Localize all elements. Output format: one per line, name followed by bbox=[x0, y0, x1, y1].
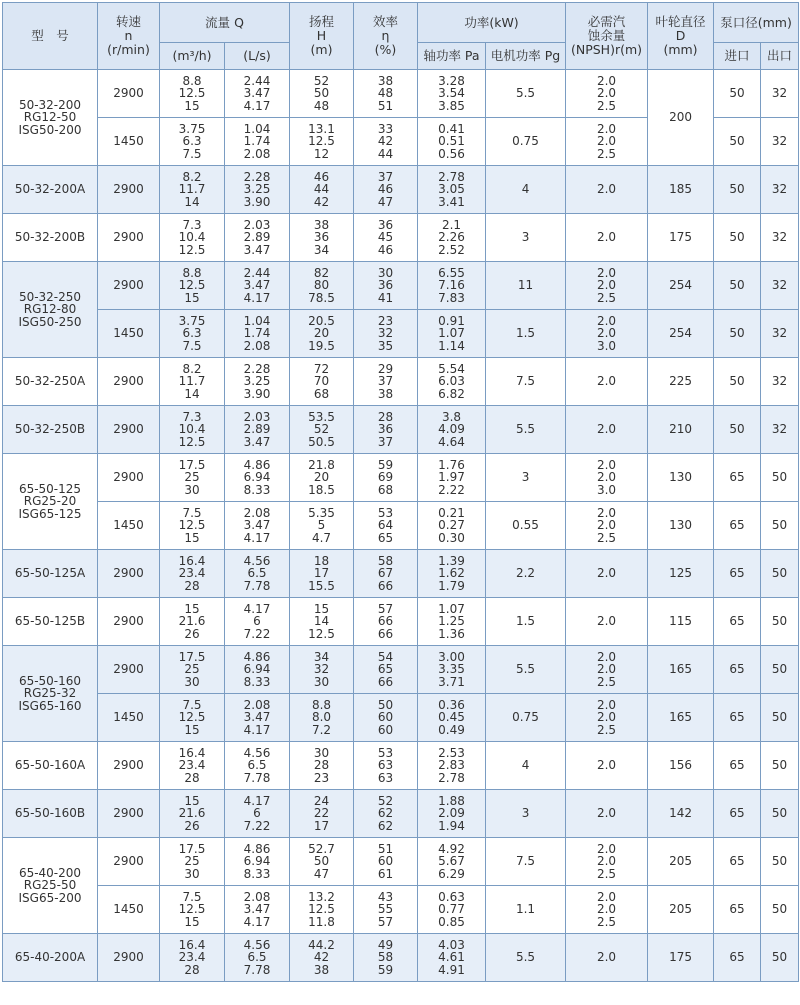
cell-motor-power: 7.5 bbox=[486, 358, 566, 406]
cell-model: 50-32-250B bbox=[3, 406, 98, 454]
cell-shaft-power: 0.21 0.27 0.30 bbox=[418, 502, 486, 550]
cell-efficiency: 53 63 63 bbox=[354, 742, 418, 790]
cell-shaft-power: 2.78 3.05 3.41 bbox=[418, 166, 486, 214]
cell-shaft-power: 1.39 1.62 1.79 bbox=[418, 550, 486, 598]
cell-flow-ls: 2.28 3.25 3.90 bbox=[225, 358, 290, 406]
cell-shaft-power: 0.41 0.51 0.56 bbox=[418, 118, 486, 166]
cell-inlet: 65 bbox=[714, 742, 761, 790]
cell-motor-power: 3 bbox=[486, 214, 566, 262]
cell-outlet: 50 bbox=[761, 838, 799, 886]
cell-npsh: 2.0 bbox=[566, 166, 648, 214]
cell-efficiency: 37 46 47 bbox=[354, 166, 418, 214]
cell-inlet: 65 bbox=[714, 790, 761, 838]
header-inlet: 进口 bbox=[714, 43, 761, 70]
cell-efficiency: 29 37 38 bbox=[354, 358, 418, 406]
header-flow-m3h: (m³/h) bbox=[160, 43, 225, 70]
cell-flow-ls: 2.08 3.47 4.17 bbox=[225, 502, 290, 550]
cell-flow-m3h: 8.2 11.7 14 bbox=[160, 166, 225, 214]
table-body bbox=[3, 70, 799, 982]
cell-head: 8.8 8.0 7.2 bbox=[290, 694, 354, 742]
table-row bbox=[3, 310, 799, 358]
cell-inlet: 65 bbox=[714, 502, 761, 550]
cell-npsh: 2.0 2.0 2.5 bbox=[566, 262, 648, 310]
cell-npsh: 2.0 bbox=[566, 598, 648, 646]
cell-inlet: 65 bbox=[714, 694, 761, 742]
cell-inlet: 65 bbox=[714, 934, 761, 982]
cell-speed: 2900 bbox=[98, 598, 160, 646]
cell-head: 46 44 42 bbox=[290, 166, 354, 214]
cell-flow-m3h: 16.4 23.4 28 bbox=[160, 742, 225, 790]
cell-speed: 2900 bbox=[98, 790, 160, 838]
cell-flow-ls: 2.44 3.47 4.17 bbox=[225, 70, 290, 118]
cell-head: 21.8 20 18.5 bbox=[290, 454, 354, 502]
cell-flow-m3h: 16.4 23.4 28 bbox=[160, 550, 225, 598]
cell-motor-power: 3 bbox=[486, 454, 566, 502]
table-row bbox=[3, 598, 799, 646]
cell-motor-power: 7.5 bbox=[486, 838, 566, 886]
table-row bbox=[3, 790, 799, 838]
table-row bbox=[3, 262, 799, 310]
cell-inlet: 65 bbox=[714, 454, 761, 502]
cell-npsh: 2.0 bbox=[566, 550, 648, 598]
header-model: 型 号 bbox=[3, 3, 98, 70]
header-port-diameter: 泵口径(mm) bbox=[714, 3, 799, 43]
cell-efficiency: 50 60 60 bbox=[354, 694, 418, 742]
cell-speed: 2900 bbox=[98, 166, 160, 214]
cell-impeller-diameter: 225 bbox=[648, 358, 714, 406]
cell-motor-power: 4 bbox=[486, 166, 566, 214]
cell-efficiency: 28 36 37 bbox=[354, 406, 418, 454]
header-flow-ls: (L/s) bbox=[225, 43, 290, 70]
pump-spec-table bbox=[2, 2, 799, 982]
cell-speed: 2900 bbox=[98, 214, 160, 262]
cell-speed: 1450 bbox=[98, 886, 160, 934]
cell-flow-ls: 4.17 6 7.22 bbox=[225, 598, 290, 646]
cell-efficiency: 53 64 65 bbox=[354, 502, 418, 550]
cell-efficiency: 59 69 68 bbox=[354, 454, 418, 502]
cell-impeller-diameter: 130 bbox=[648, 454, 714, 502]
cell-efficiency: 49 58 59 bbox=[354, 934, 418, 982]
cell-head: 52 50 48 bbox=[290, 70, 354, 118]
cell-outlet: 32 bbox=[761, 214, 799, 262]
cell-flow-m3h: 8.8 12.5 15 bbox=[160, 262, 225, 310]
cell-head: 24 22 17 bbox=[290, 790, 354, 838]
cell-shaft-power: 0.36 0.45 0.49 bbox=[418, 694, 486, 742]
cell-outlet: 50 bbox=[761, 502, 799, 550]
cell-model: 50-32-250A bbox=[3, 358, 98, 406]
cell-shaft-power: 0.91 1.07 1.14 bbox=[418, 310, 486, 358]
cell-speed: 2900 bbox=[98, 550, 160, 598]
cell-efficiency: 54 65 66 bbox=[354, 646, 418, 694]
cell-outlet: 50 bbox=[761, 646, 799, 694]
cell-impeller-diameter: 175 bbox=[648, 934, 714, 982]
cell-efficiency: 36 45 46 bbox=[354, 214, 418, 262]
cell-head: 30 28 23 bbox=[290, 742, 354, 790]
cell-model: 50-32-200 RG12-50 ISG50-200 bbox=[3, 70, 98, 166]
cell-npsh: 2.0 2.0 2.5 bbox=[566, 118, 648, 166]
table-row bbox=[3, 646, 799, 694]
cell-motor-power: 5.5 bbox=[486, 70, 566, 118]
cell-motor-power: 3 bbox=[486, 790, 566, 838]
header-power: 功率(kW) bbox=[418, 3, 566, 43]
cell-shaft-power: 1.76 1.97 2.22 bbox=[418, 454, 486, 502]
cell-flow-m3h: 17.5 25 30 bbox=[160, 454, 225, 502]
header-speed: 转速 n (r/min) bbox=[98, 3, 160, 70]
table-row bbox=[3, 742, 799, 790]
cell-impeller-diameter: 125 bbox=[648, 550, 714, 598]
cell-speed: 2900 bbox=[98, 358, 160, 406]
cell-flow-m3h: 3.75 6.3 7.5 bbox=[160, 310, 225, 358]
cell-motor-power: 5.5 bbox=[486, 646, 566, 694]
cell-head: 20.5 20 19.5 bbox=[290, 310, 354, 358]
cell-flow-m3h: 7.5 12.5 15 bbox=[160, 694, 225, 742]
cell-flow-ls: 2.03 2.89 3.47 bbox=[225, 214, 290, 262]
cell-motor-power: 5.5 bbox=[486, 934, 566, 982]
cell-model: 65-50-125 RG25-20 ISG65-125 bbox=[3, 454, 98, 550]
cell-motor-power: 2.2 bbox=[486, 550, 566, 598]
cell-flow-ls: 2.44 3.47 4.17 bbox=[225, 262, 290, 310]
cell-motor-power: 0.55 bbox=[486, 502, 566, 550]
cell-inlet: 65 bbox=[714, 886, 761, 934]
cell-flow-ls: 4.86 6.94 8.33 bbox=[225, 646, 290, 694]
cell-outlet: 32 bbox=[761, 166, 799, 214]
cell-model: 65-50-160A bbox=[3, 742, 98, 790]
cell-head: 13.1 12.5 12 bbox=[290, 118, 354, 166]
cell-flow-ls: 4.56 6.5 7.78 bbox=[225, 934, 290, 982]
cell-speed: 2900 bbox=[98, 742, 160, 790]
cell-inlet: 50 bbox=[714, 214, 761, 262]
cell-npsh: 2.0 2.0 2.5 bbox=[566, 502, 648, 550]
cell-flow-ls: 2.08 3.47 4.17 bbox=[225, 694, 290, 742]
cell-outlet: 32 bbox=[761, 406, 799, 454]
cell-efficiency: 38 48 51 bbox=[354, 70, 418, 118]
cell-speed: 1450 bbox=[98, 502, 160, 550]
cell-head: 44.2 42 38 bbox=[290, 934, 354, 982]
cell-shaft-power: 3.00 3.35 3.71 bbox=[418, 646, 486, 694]
cell-npsh: 2.0 2.0 2.5 bbox=[566, 694, 648, 742]
cell-efficiency: 58 67 66 bbox=[354, 550, 418, 598]
cell-flow-m3h: 3.75 6.3 7.5 bbox=[160, 118, 225, 166]
cell-model: 65-50-125B bbox=[3, 598, 98, 646]
cell-efficiency: 51 60 61 bbox=[354, 838, 418, 886]
cell-shaft-power: 1.07 1.25 1.36 bbox=[418, 598, 486, 646]
cell-impeller-diameter: 200 bbox=[648, 70, 714, 166]
cell-npsh: 2.0 2.0 2.5 bbox=[566, 886, 648, 934]
cell-outlet: 32 bbox=[761, 262, 799, 310]
cell-head: 5.35 5 4.7 bbox=[290, 502, 354, 550]
cell-motor-power: 11 bbox=[486, 262, 566, 310]
cell-speed: 2900 bbox=[98, 454, 160, 502]
header-npsh: 必需汽 蚀余量 (NPSH)r(m) bbox=[566, 3, 648, 70]
cell-speed: 2900 bbox=[98, 70, 160, 118]
cell-head: 18 17 15.5 bbox=[290, 550, 354, 598]
cell-shaft-power: 5.54 6.03 6.82 bbox=[418, 358, 486, 406]
cell-shaft-power: 0.63 0.77 0.85 bbox=[418, 886, 486, 934]
cell-outlet: 32 bbox=[761, 70, 799, 118]
header-shaft-power: 轴功率 Pa bbox=[418, 43, 486, 70]
cell-flow-ls: 4.56 6.5 7.78 bbox=[225, 550, 290, 598]
table-header bbox=[3, 3, 799, 70]
cell-flow-ls: 4.86 6.94 8.33 bbox=[225, 454, 290, 502]
cell-impeller-diameter: 254 bbox=[648, 310, 714, 358]
cell-npsh: 2.0 bbox=[566, 358, 648, 406]
cell-shaft-power: 6.55 7.16 7.83 bbox=[418, 262, 486, 310]
cell-inlet: 65 bbox=[714, 646, 761, 694]
cell-head: 34 32 30 bbox=[290, 646, 354, 694]
cell-model: 50-32-200B bbox=[3, 214, 98, 262]
cell-efficiency: 23 32 35 bbox=[354, 310, 418, 358]
cell-flow-m3h: 7.5 12.5 15 bbox=[160, 502, 225, 550]
cell-flow-m3h: 7.3 10.4 12.5 bbox=[160, 406, 225, 454]
cell-head: 53.5 52 50.5 bbox=[290, 406, 354, 454]
cell-impeller-diameter: 142 bbox=[648, 790, 714, 838]
cell-shaft-power: 3.8 4.09 4.64 bbox=[418, 406, 486, 454]
cell-speed: 2900 bbox=[98, 838, 160, 886]
cell-model: 65-50-125A bbox=[3, 550, 98, 598]
cell-speed: 2900 bbox=[98, 646, 160, 694]
cell-motor-power: 1.5 bbox=[486, 598, 566, 646]
table-row bbox=[3, 166, 799, 214]
cell-shaft-power: 4.92 5.67 6.29 bbox=[418, 838, 486, 886]
cell-impeller-diameter: 205 bbox=[648, 838, 714, 886]
cell-head: 38 36 34 bbox=[290, 214, 354, 262]
table-row bbox=[3, 550, 799, 598]
cell-outlet: 50 bbox=[761, 550, 799, 598]
cell-inlet: 50 bbox=[714, 70, 761, 118]
cell-model: 65-40-200 RG25-50 ISG65-200 bbox=[3, 838, 98, 934]
cell-inlet: 65 bbox=[714, 550, 761, 598]
cell-flow-m3h: 15 21.6 26 bbox=[160, 598, 225, 646]
table-row bbox=[3, 454, 799, 502]
table-row bbox=[3, 934, 799, 982]
cell-model: 50-32-250 RG12-80 ISG50-250 bbox=[3, 262, 98, 358]
cell-head: 15 14 12.5 bbox=[290, 598, 354, 646]
cell-head: 52.7 50 47 bbox=[290, 838, 354, 886]
cell-npsh: 2.0 bbox=[566, 790, 648, 838]
cell-flow-m3h: 17.5 25 30 bbox=[160, 838, 225, 886]
table-row bbox=[3, 838, 799, 886]
cell-impeller-diameter: 175 bbox=[648, 214, 714, 262]
cell-impeller-diameter: 165 bbox=[648, 694, 714, 742]
cell-impeller-diameter: 205 bbox=[648, 886, 714, 934]
cell-motor-power: 1.5 bbox=[486, 310, 566, 358]
cell-speed: 1450 bbox=[98, 118, 160, 166]
header-efficiency: 效率 η (%) bbox=[354, 3, 418, 70]
cell-inlet: 65 bbox=[714, 598, 761, 646]
cell-flow-ls: 2.03 2.89 3.47 bbox=[225, 406, 290, 454]
table-row bbox=[3, 70, 799, 118]
cell-outlet: 50 bbox=[761, 934, 799, 982]
cell-inlet: 50 bbox=[714, 118, 761, 166]
cell-motor-power: 0.75 bbox=[486, 118, 566, 166]
cell-inlet: 50 bbox=[714, 406, 761, 454]
cell-npsh: 2.0 bbox=[566, 214, 648, 262]
cell-npsh: 2.0 2.0 2.5 bbox=[566, 838, 648, 886]
cell-speed: 1450 bbox=[98, 310, 160, 358]
cell-efficiency: 57 66 66 bbox=[354, 598, 418, 646]
cell-flow-ls: 4.86 6.94 8.33 bbox=[225, 838, 290, 886]
header-impeller-diameter: 叶轮直径 D (mm) bbox=[648, 3, 714, 70]
header-outlet: 出口 bbox=[761, 43, 799, 70]
cell-npsh: 2.0 bbox=[566, 742, 648, 790]
cell-outlet: 50 bbox=[761, 790, 799, 838]
cell-outlet: 50 bbox=[761, 694, 799, 742]
table-row bbox=[3, 694, 799, 742]
cell-flow-ls: 1.04 1.74 2.08 bbox=[225, 310, 290, 358]
cell-shaft-power: 2.53 2.83 2.78 bbox=[418, 742, 486, 790]
cell-npsh: 2.0 bbox=[566, 406, 648, 454]
cell-speed: 1450 bbox=[98, 694, 160, 742]
cell-flow-ls: 2.28 3.25 3.90 bbox=[225, 166, 290, 214]
cell-shaft-power: 1.88 2.09 1.94 bbox=[418, 790, 486, 838]
header-head: 扬程 H (m) bbox=[290, 3, 354, 70]
cell-flow-m3h: 7.5 12.5 15 bbox=[160, 886, 225, 934]
cell-npsh: 2.0 2.0 2.5 bbox=[566, 646, 648, 694]
cell-inlet: 50 bbox=[714, 262, 761, 310]
cell-impeller-diameter: 210 bbox=[648, 406, 714, 454]
table-row bbox=[3, 502, 799, 550]
cell-model: 65-50-160B bbox=[3, 790, 98, 838]
cell-flow-m3h: 7.3 10.4 12.5 bbox=[160, 214, 225, 262]
cell-flow-m3h: 15 21.6 26 bbox=[160, 790, 225, 838]
cell-flow-ls: 2.08 3.47 4.17 bbox=[225, 886, 290, 934]
cell-outlet: 50 bbox=[761, 598, 799, 646]
cell-head: 13.2 12.5 11.8 bbox=[290, 886, 354, 934]
cell-head: 82 80 78.5 bbox=[290, 262, 354, 310]
cell-efficiency: 52 62 62 bbox=[354, 790, 418, 838]
cell-motor-power: 0.75 bbox=[486, 694, 566, 742]
cell-inlet: 50 bbox=[714, 310, 761, 358]
cell-shaft-power: 3.28 3.54 3.85 bbox=[418, 70, 486, 118]
table-row bbox=[3, 358, 799, 406]
cell-outlet: 32 bbox=[761, 358, 799, 406]
cell-outlet: 32 bbox=[761, 118, 799, 166]
cell-shaft-power: 2.1 2.26 2.52 bbox=[418, 214, 486, 262]
cell-flow-ls: 4.17 6 7.22 bbox=[225, 790, 290, 838]
cell-motor-power: 1.1 bbox=[486, 886, 566, 934]
cell-npsh: 2.0 2.0 3.0 bbox=[566, 310, 648, 358]
cell-efficiency: 30 36 41 bbox=[354, 262, 418, 310]
cell-npsh: 2.0 2.0 3.0 bbox=[566, 454, 648, 502]
cell-outlet: 50 bbox=[761, 886, 799, 934]
header-flow: 流量 Q bbox=[160, 3, 290, 43]
cell-outlet: 50 bbox=[761, 454, 799, 502]
cell-efficiency: 43 55 57 bbox=[354, 886, 418, 934]
cell-motor-power: 4 bbox=[486, 742, 566, 790]
cell-head: 72 70 68 bbox=[290, 358, 354, 406]
cell-npsh: 2.0 2.0 2.5 bbox=[566, 70, 648, 118]
cell-inlet: 50 bbox=[714, 166, 761, 214]
cell-impeller-diameter: 115 bbox=[648, 598, 714, 646]
cell-flow-ls: 1.04 1.74 2.08 bbox=[225, 118, 290, 166]
cell-outlet: 32 bbox=[761, 310, 799, 358]
cell-flow-m3h: 17.5 25 30 bbox=[160, 646, 225, 694]
cell-flow-m3h: 8.8 12.5 15 bbox=[160, 70, 225, 118]
cell-speed: 2900 bbox=[98, 934, 160, 982]
table-row bbox=[3, 214, 799, 262]
cell-impeller-diameter: 165 bbox=[648, 646, 714, 694]
cell-flow-m3h: 16.4 23.4 28 bbox=[160, 934, 225, 982]
cell-model: 50-32-200A bbox=[3, 166, 98, 214]
cell-speed: 2900 bbox=[98, 262, 160, 310]
cell-inlet: 65 bbox=[714, 838, 761, 886]
table-row bbox=[3, 406, 799, 454]
cell-flow-m3h: 8.2 11.7 14 bbox=[160, 358, 225, 406]
header-motor-power: 电机功率 Pg bbox=[486, 43, 566, 70]
cell-impeller-diameter: 254 bbox=[648, 262, 714, 310]
cell-shaft-power: 4.03 4.61 4.91 bbox=[418, 934, 486, 982]
cell-speed: 2900 bbox=[98, 406, 160, 454]
cell-efficiency: 33 42 44 bbox=[354, 118, 418, 166]
cell-impeller-diameter: 156 bbox=[648, 742, 714, 790]
cell-inlet: 50 bbox=[714, 358, 761, 406]
cell-model: 65-40-200A bbox=[3, 934, 98, 982]
cell-impeller-diameter: 185 bbox=[648, 166, 714, 214]
cell-npsh: 2.0 bbox=[566, 934, 648, 982]
cell-model: 65-50-160 RG25-32 ISG65-160 bbox=[3, 646, 98, 742]
cell-outlet: 50 bbox=[761, 742, 799, 790]
cell-flow-ls: 4.56 6.5 7.78 bbox=[225, 742, 290, 790]
table-row bbox=[3, 886, 799, 934]
cell-motor-power: 5.5 bbox=[486, 406, 566, 454]
cell-impeller-diameter: 130 bbox=[648, 502, 714, 550]
